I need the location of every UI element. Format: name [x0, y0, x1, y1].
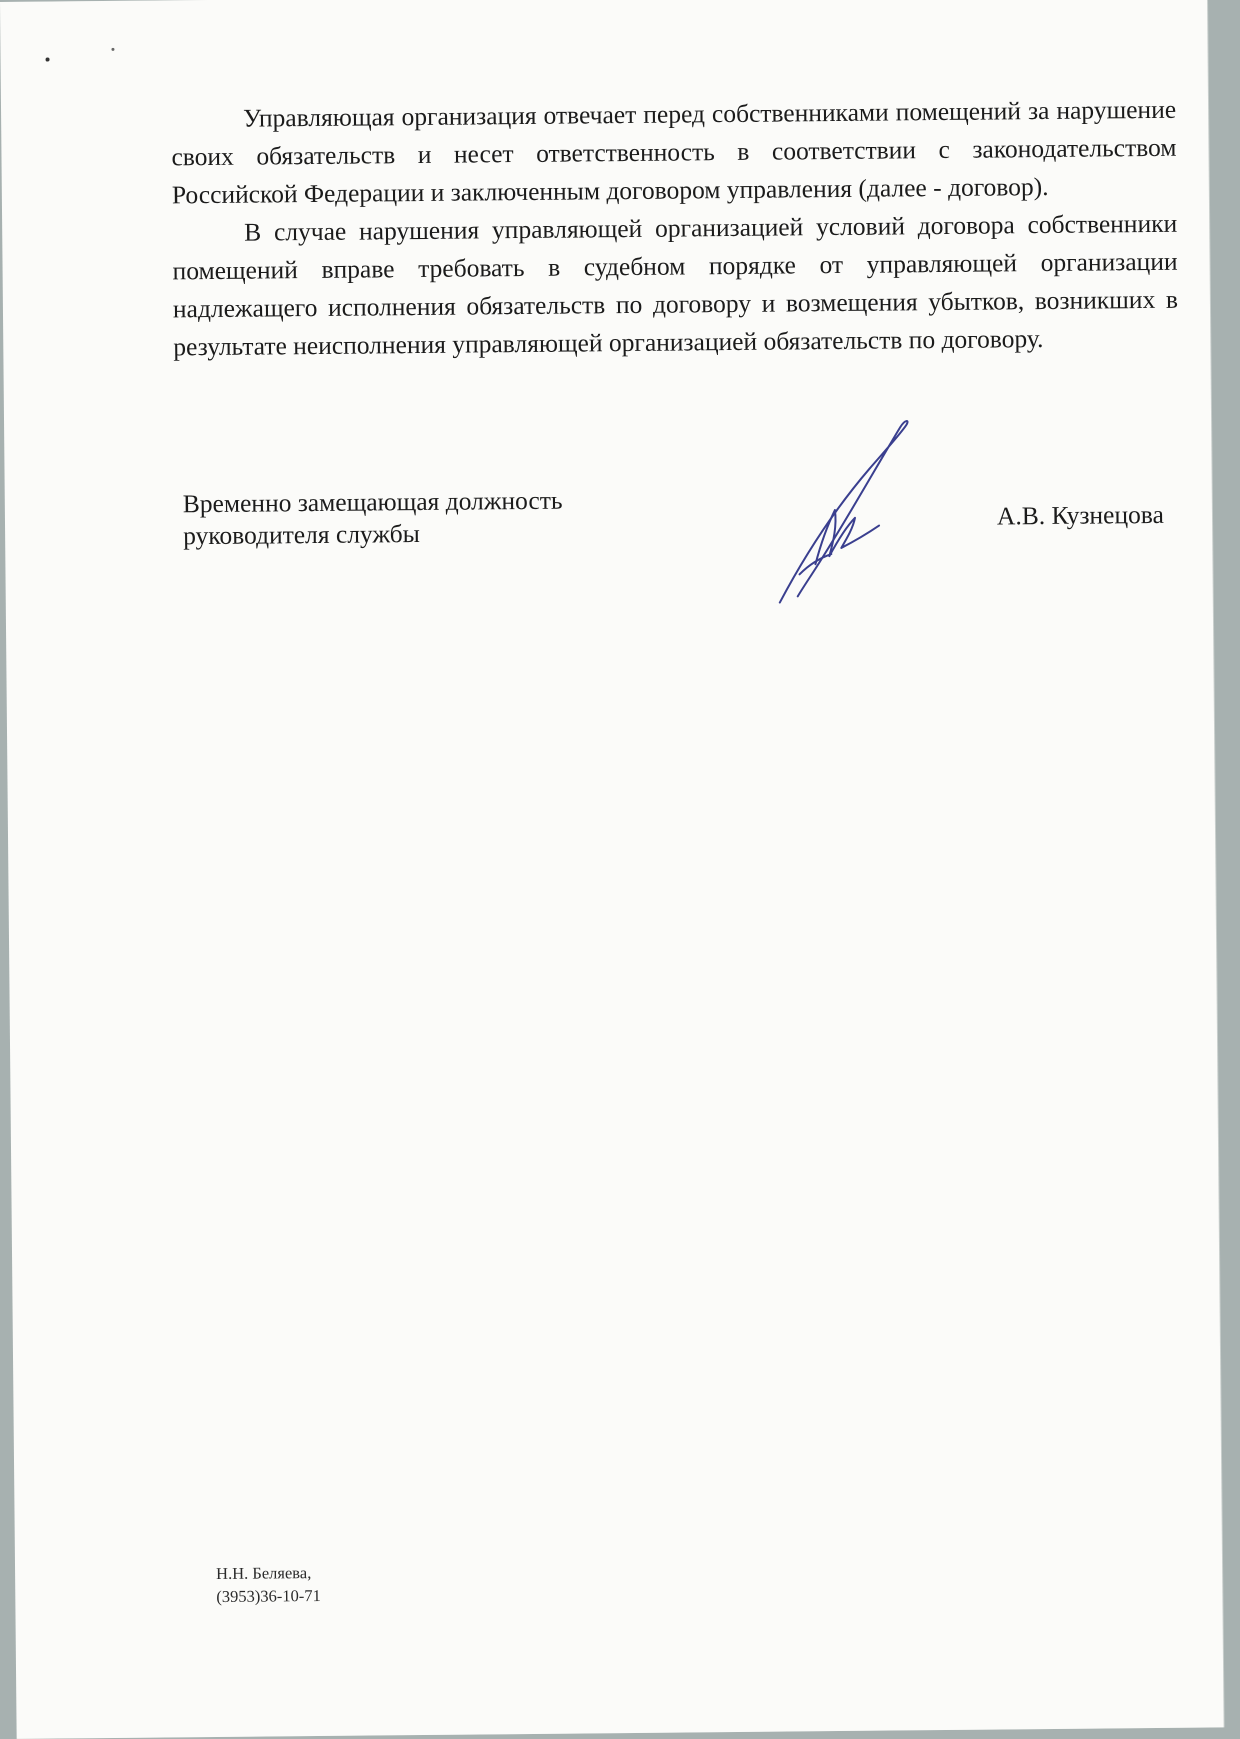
scan-speck — [46, 58, 50, 62]
footer-contact — [216, 1561, 321, 1608]
signer-position — [183, 485, 563, 553]
handwritten-signature — [774, 413, 976, 605]
footer-contact-phone: (3953)36-10-71 — [216, 1585, 321, 1606]
signer-name: А.В. Кузнецова — [996, 499, 1164, 531]
signer-position-line-1: Временно замещающая должность — [182, 485, 563, 519]
footer-contact-name: Н.Н. Беляева, — [216, 1563, 312, 1583]
signer-position-line-2: руководителя службы — [182, 518, 420, 551]
paragraph-liability: Управляющая организация отвечает перед собственниками помещений за нарушение своих обязательств и несет ответственность в соответствии с законодательством Российской Федерации и заключенным договором управления (далее - договор). — [171, 94, 1177, 210]
letter-body — [171, 91, 1179, 367]
scan-speck — [111, 48, 114, 51]
paragraph-breach: В случае нарушения управляющей организацией условий договора собственники помещений вправе требовать в судебном порядке от управляющей организации надлежащего исполнения обязательств по договору и возмещения убытков, возникших в результате неисполнения управляющей организацией обязательств по договору. — [172, 208, 1179, 362]
